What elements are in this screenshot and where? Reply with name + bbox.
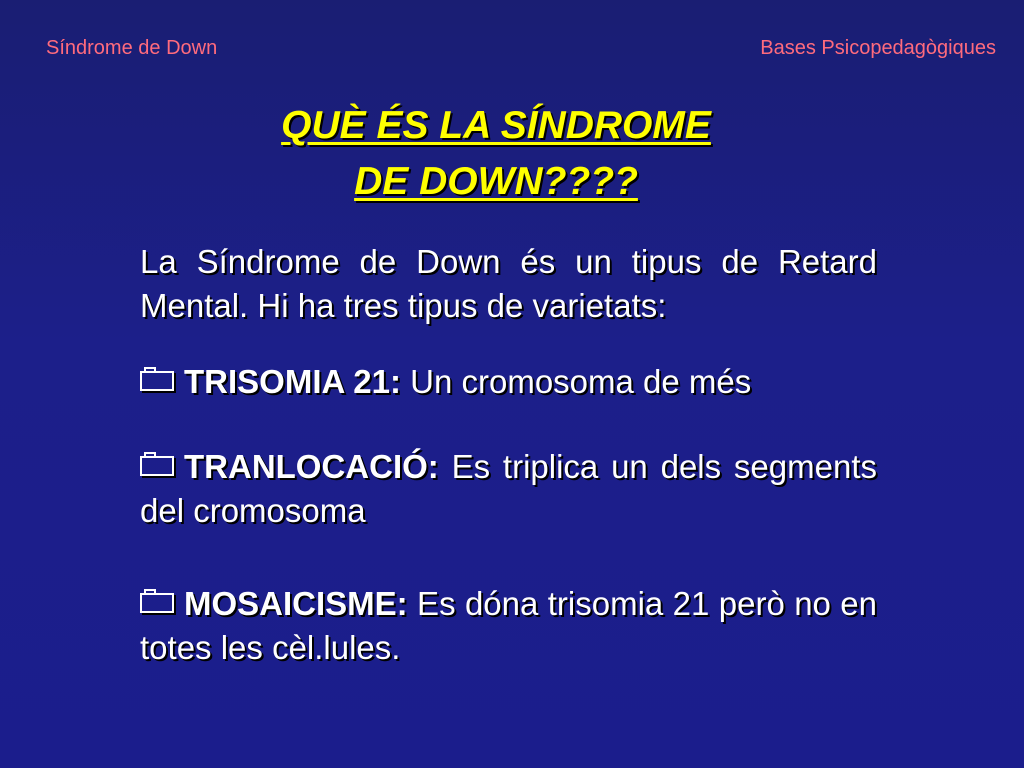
folder-icon [140, 371, 174, 391]
folder-icon [140, 593, 174, 613]
header-course: Bases Psicopedagògiques [760, 37, 996, 59]
slide-title-line-2: DE DOWN???? [354, 160, 638, 203]
folder-icon [140, 456, 174, 476]
header-topic: Síndrome de Down [46, 37, 218, 59]
slide-title [190, 98, 802, 210]
slide-title-line-1: QUÈ ÉS LA SÍNDROME [281, 104, 711, 147]
list-item-text: Es dóna trisomia 21 però no en totes les cèl.lules. [140, 585, 877, 666]
list-item-term: TRANLOCACIÓ: [184, 448, 439, 485]
list-item-tranlocacio [140, 445, 877, 533]
list-item-term: MOSAICISME: [184, 585, 408, 622]
intro-paragraph: La Síndrome de Down és un tipus de Retard Mental. Hi ha tres tipus de varietats: [140, 243, 877, 324]
list-item-term: TRISOMIA 21: [184, 363, 401, 400]
list-item-text: Un cromosoma de més [400, 363, 752, 400]
list-item-mosaicisme [140, 582, 877, 670]
list-item-text: Es triplica un dels segments del cromosoma [140, 448, 877, 529]
list-item-trisomia [140, 360, 877, 404]
